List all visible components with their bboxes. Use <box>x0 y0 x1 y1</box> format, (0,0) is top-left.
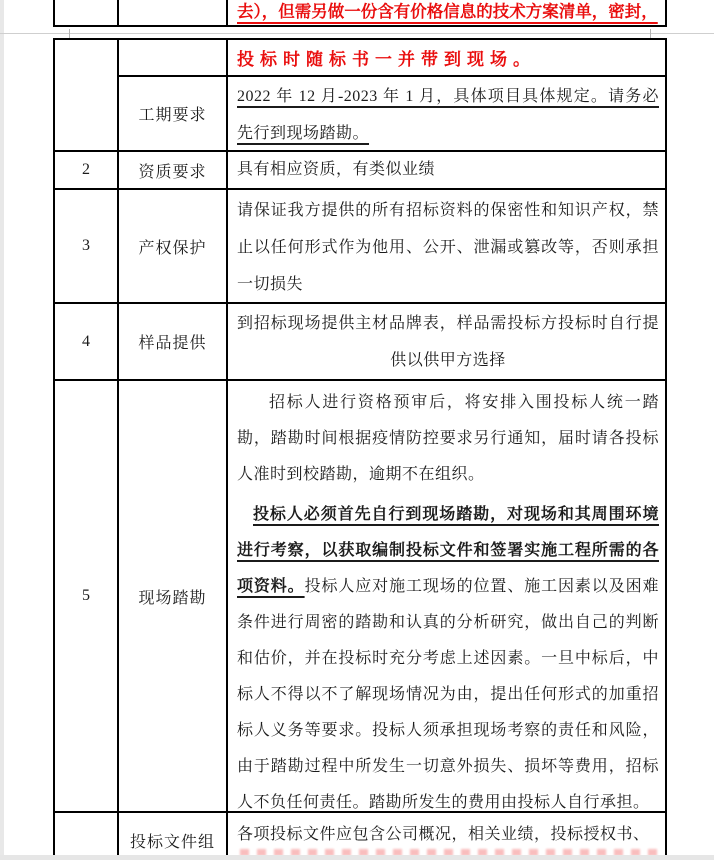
row-content-cell <box>228 0 665 25</box>
survey-paragraph-2 <box>237 493 659 811</box>
table-row-sample <box>55 304 665 381</box>
row-label-cell <box>119 0 228 25</box>
row-label-cell <box>119 152 228 188</box>
row-no-cell <box>55 0 119 25</box>
row-label-cell <box>119 813 228 860</box>
bid-docs-label: 投标文件组 <box>129 834 215 851</box>
schedule-text: 2022 年 12 月-2023 年 1 月，具体项目具体规定。请务必先行到现场踏勘。 <box>237 88 659 142</box>
row-group-schedule <box>55 40 665 152</box>
survey-bold-clause: 投标人必须首先自行到现场踏勘，对现场和其周围环境进行考察，以获取编制投标文件和签署实施工程所需的各项资料。 <box>237 506 659 595</box>
table-row-schedule <box>119 77 665 152</box>
row-number: 2 <box>82 161 90 178</box>
sample-label: 样品提供 <box>138 335 207 352</box>
row-no-cell <box>55 304 119 379</box>
schedule-label: 工期要求 <box>138 107 207 124</box>
page-bottom-edge <box>0 855 714 860</box>
ip-protection-label: 产权保护 <box>138 239 207 257</box>
carryover-text: 去），但需另做一份含有价格信息的技术方案清单，密封， <box>237 2 658 21</box>
row-no-cell <box>55 381 119 811</box>
row-no-cell-merged <box>55 40 119 152</box>
table-row <box>55 0 665 25</box>
row-no-cell <box>55 813 119 860</box>
table-row-survey <box>55 381 665 813</box>
bid-docs-text: 各项投标文件应包含公司概况，相关业绩，投标授权书、 <box>237 826 650 843</box>
table-row-qualification <box>55 152 665 190</box>
ip-protection-text: 请保证我方提供的所有招标资料的保密性和知识产权，禁止以任何形式作为他用、公开、泄漏或篡改等，否则承担一切损失 <box>237 202 659 293</box>
table-row-site-delivery <box>119 40 665 77</box>
row-label-cell <box>119 304 228 379</box>
row-label-cell <box>119 77 228 150</box>
page-break-line <box>0 33 714 34</box>
sample-text: 到招标现场提供主材品牌表，样品需投标方投标时自行提供以供甲方选择 <box>237 315 659 369</box>
row-content-cell <box>228 77 665 150</box>
row-number: 3 <box>82 237 90 254</box>
row-content-cell <box>228 381 665 811</box>
row-number: 4 <box>82 332 90 350</box>
row-no-cell <box>55 190 119 302</box>
row-no-cell <box>55 152 119 188</box>
table-fragment-top <box>53 0 667 27</box>
row-content-cell <box>228 304 665 379</box>
survey-paragraph-1: 招标人进行资格预审后，将安排入围投标人统一踏勘，踏勘时间根据疫情防控要求另行通知，届时请各投标人准时到校踏勘，逾期不在组织。 <box>237 394 659 483</box>
survey-paragraph-2-rest: 投标人应对施工现场的位置、施工因素以及困难条件进行周密的踏勘和认真的分析研究，做出自己的判断和估价，并在投标时充分考虑上述因素。一旦中标后，中标人不得以不了解现场情况为由，提出任何形式的加重招标人义务等要求。投标人须承担现场考察的责任和风险，由于踏勘过程中所发生一切意外损失、损坏等费用，招标人不负任何责任。踏勘所发生的费用由投标人自行承担。 <box>237 578 659 811</box>
qualification-text: 具有相应资质，有类似业绩 <box>237 161 436 178</box>
site-delivery-text: 投标时随标书一并带到现场。 <box>237 43 550 75</box>
row-label-cell <box>119 40 228 75</box>
row-content-cell <box>228 152 665 188</box>
page-margin-tick-right <box>650 29 651 38</box>
row-label-cell <box>119 190 228 302</box>
row-label-cell <box>119 381 228 811</box>
survey-label: 现场踏勘 <box>138 589 207 607</box>
row-number: 5 <box>82 587 90 604</box>
requirements-table <box>53 38 667 860</box>
row-content-cell <box>228 40 665 75</box>
table-row-ip-protection <box>55 190 665 304</box>
page-margin-strip <box>0 0 4 860</box>
row-content-cell <box>228 190 665 302</box>
page-margin-tick-left <box>69 29 70 38</box>
qualification-label: 资质要求 <box>138 163 207 181</box>
